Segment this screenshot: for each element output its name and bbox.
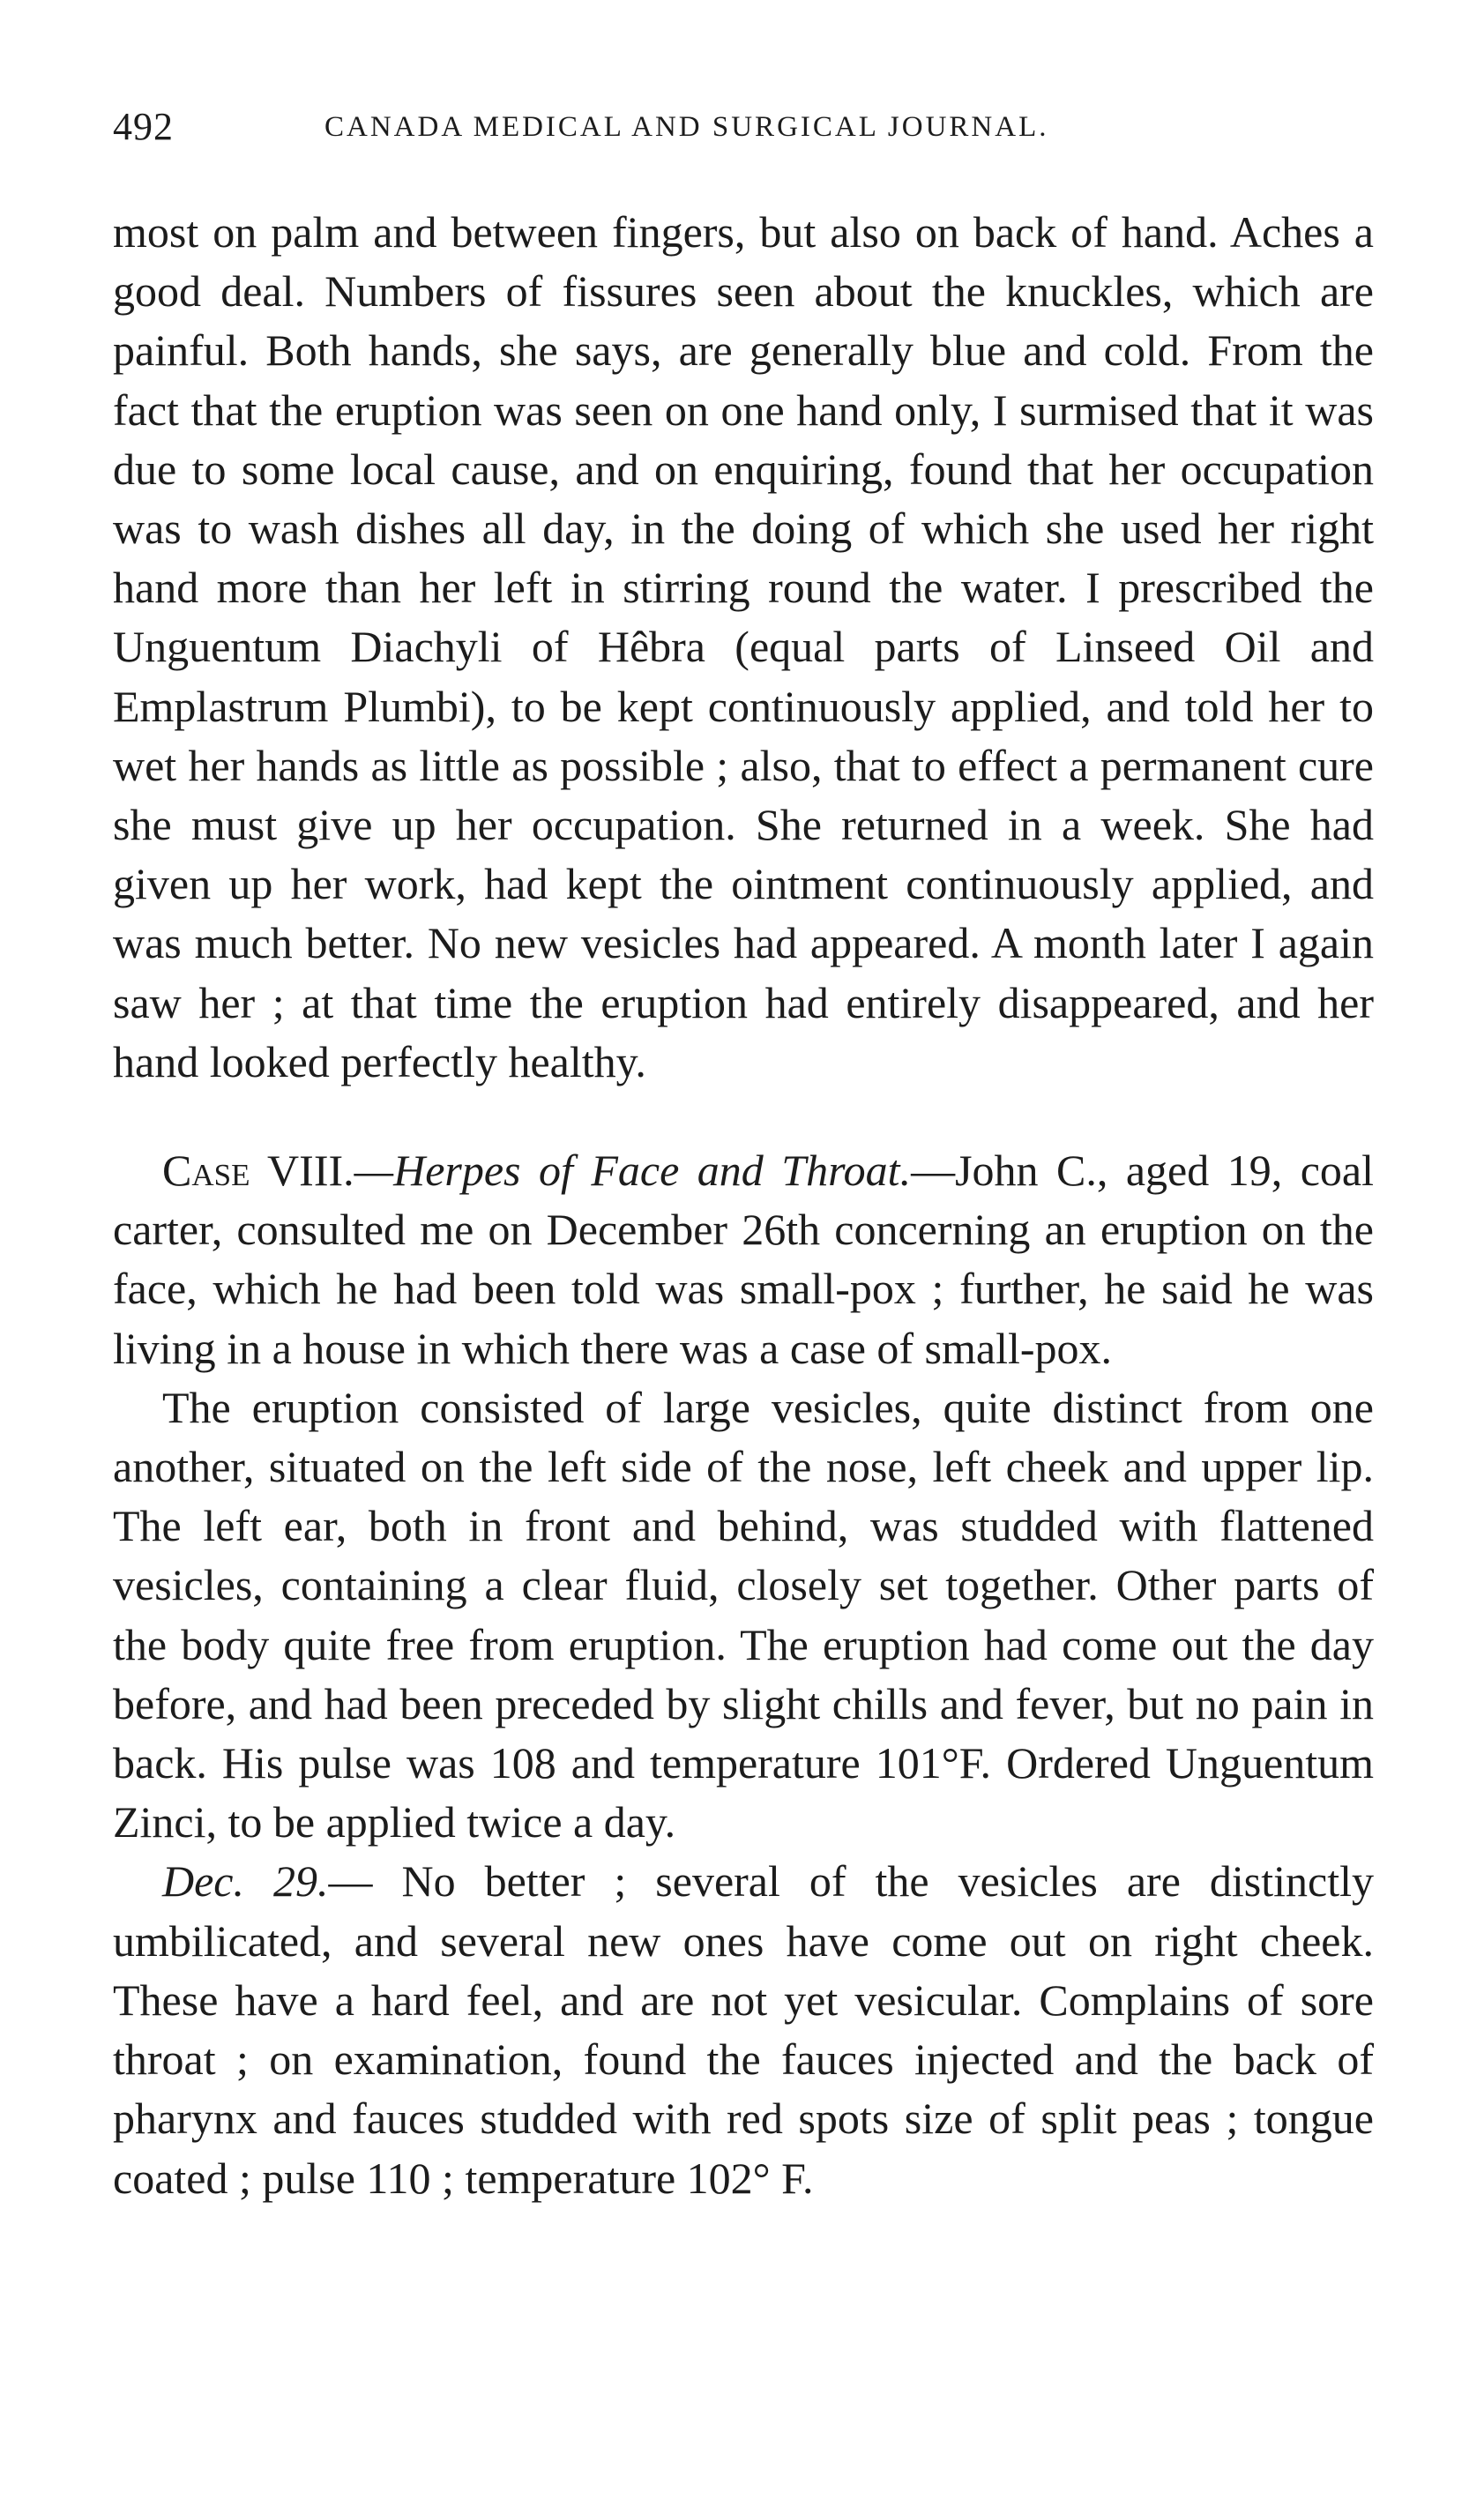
journal-page <box>113 104 1374 2208</box>
paragraph-continued: most on palm and between fingers, but also on back of hand. Aches a good deal. Numbers of fissures seen about the knuckles, which are painful. Both hands, she says, are generally blue and cold. From the fact that the eruption was seen on one hand only, I surmised that it was due to some local cause, and on enquiring, found that her occupation was to wash dishes all day, in the doing of which she used her right hand more than her left in stirring round the water. I prescribed the Unguentum Diachyli of Hêbra (equal parts of Linseed Oil and Emplastrum Plumbi), to be kept continuously applied, and told her to wet her hands as little as possible ; also, that to effect a permanent cure she must give up her occupation. She returned in a week. She had given up her work, had kept the ointment continuously applied, and was much better. No new vesicles had appeared. A month later I again saw her ; at that time the eruption had entirely disappeared, and her hand looked perfectly healthy. <box>113 207 1374 1086</box>
case-description: —John C., aged 19, coal carter, consulted me on December 26th concerning an eruption on the face, which he had been told was small-pox ; further, he said he was living in a house in which there was a case of small-pox. <box>113 1146 1374 1373</box>
paragraph-dec-29 <box>113 1852 1374 2207</box>
paragraph-case-viii <box>113 1141 1374 1378</box>
case-title: —Herpes of Face and Throat. <box>354 1146 912 1196</box>
page-number: 492 <box>113 105 174 148</box>
entry-date: Dec. 29. <box>162 1856 329 1907</box>
running-header <box>113 104 1374 157</box>
case-label: Case VIII. <box>162 1146 354 1196</box>
journal-title: CANADA MEDICAL AND SURGICAL JOURNAL. <box>324 111 1049 143</box>
entry-text: — No better ; several of the vesicles are distinctly umbilicated, and several new ones have come out on right cheek. These have a hard feel, and are not yet vesicular. Complains of sore throat ; on examination, found the fauces injected and the back of pharynx and fauces studded with red spots size of split peas ; tongue coated ; pulse 110 ; temperature 102° F. <box>113 1856 1374 2203</box>
article-body <box>113 203 1374 2208</box>
paragraph-eruption: The eruption consisted of large vesicles, quite distinct from one another, situated on the left side of the nose, left cheek and upper lip. The left ear, both in front and behind, was studded with flattened vesicles, containing a clear fluid, closely set together. Other parts of the body quite free from eruption. The eruption had come out the day before, and had been preceded by slight chills and fever, but no pain in back. His pulse was 108 and temperature 101°F. Ordered Unguentum Zinci, to be applied twice a day. <box>113 1382 1374 1847</box>
